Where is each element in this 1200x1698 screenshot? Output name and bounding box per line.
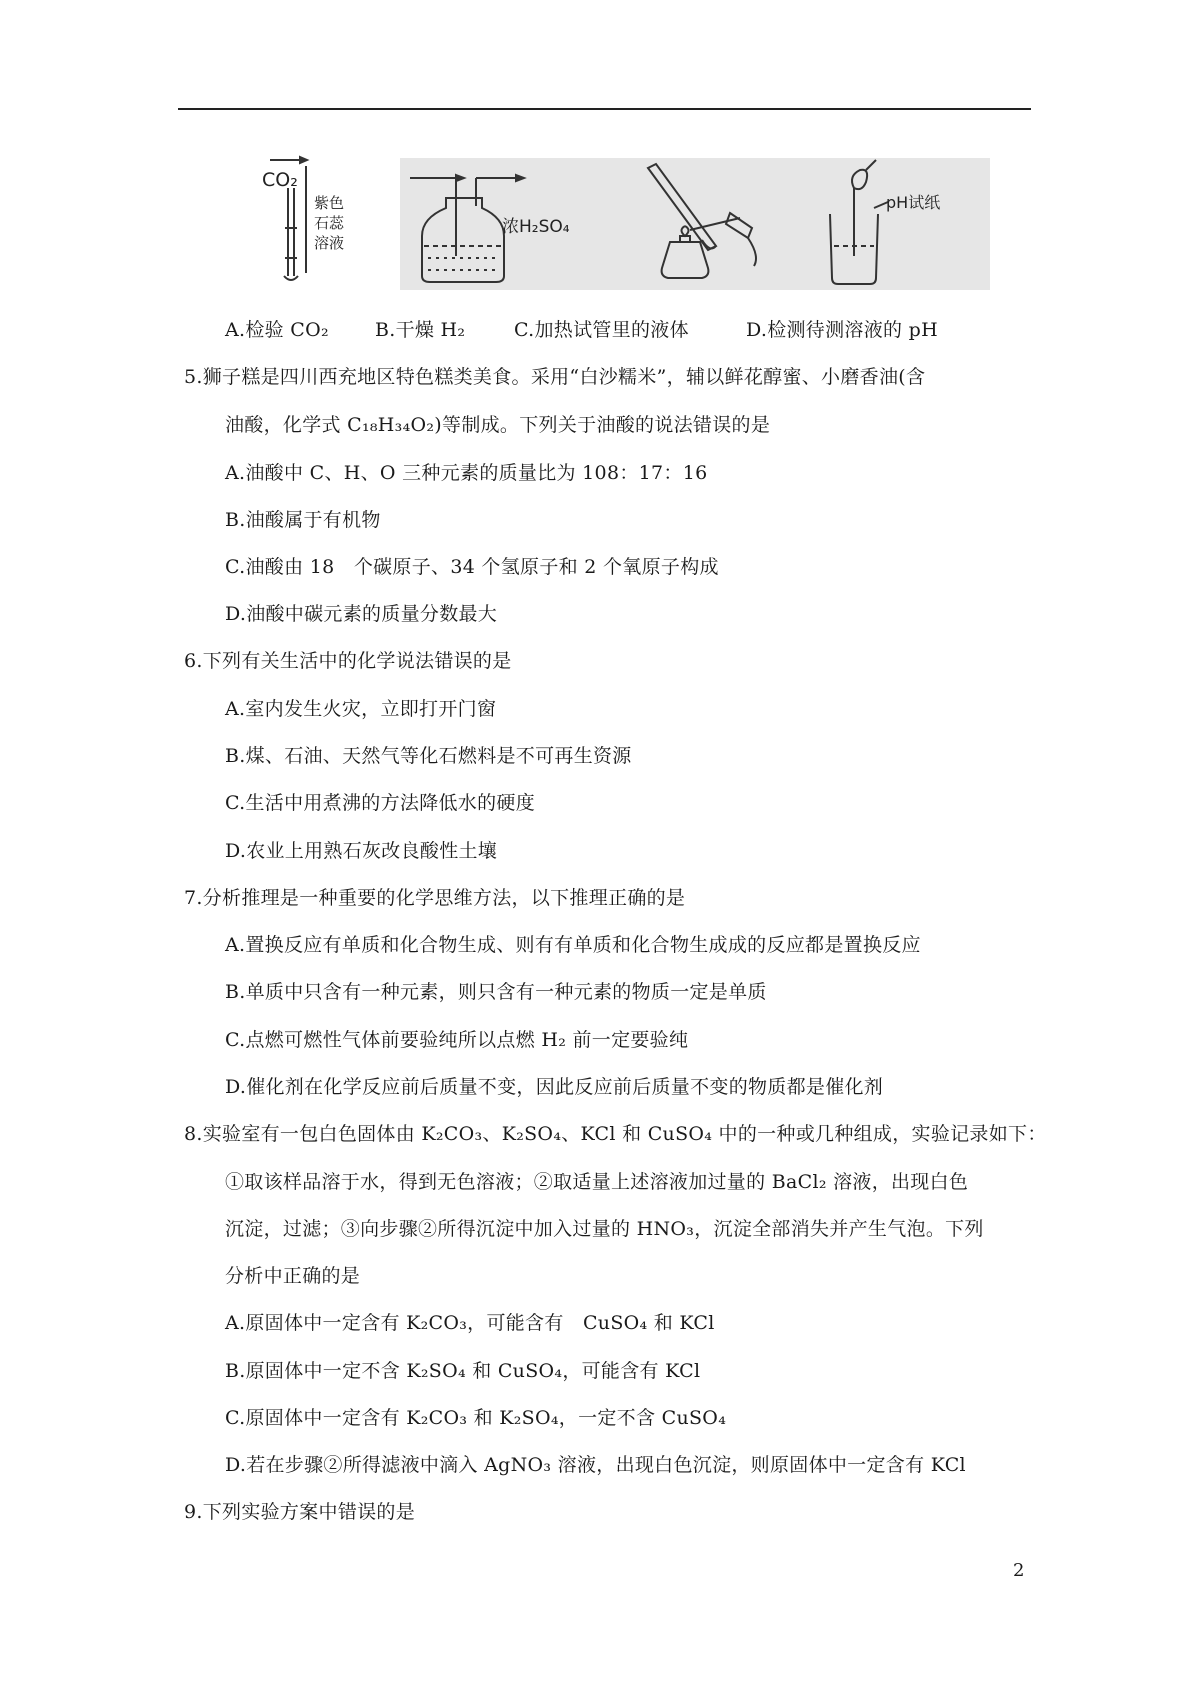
question-6-stem: 6.下列有关生活中的化学说法错误的是 xyxy=(184,650,512,672)
question-5-option-c: C.油酸由 18 个碳原子、34 个氢原子和 2 个氧原子构成 xyxy=(225,556,719,578)
ph-paper-label: pH试纸 xyxy=(886,193,941,212)
question-7-option-b: B.单质中只含有一种元素，则只含有一种元素的物质一定是单质 xyxy=(225,981,767,1003)
figure-option-d: D.检测待测溶液的 pH xyxy=(746,319,938,341)
apparatus-figure xyxy=(262,158,990,290)
litmus-label-2: 石蕊 xyxy=(314,214,345,232)
page-number: 2 xyxy=(1013,1560,1025,1581)
question-5-stem-line-2: 油酸，化学式 C₁₈H₃₄O₂)等制成。下列关于油酸的说法错误的是 xyxy=(225,414,771,436)
litmus-label-3: 溶液 xyxy=(314,234,345,252)
question-8-option-a: A.原固体中一定含有 K₂CO₃，可能含有 CuSO₄ 和 KCl xyxy=(225,1312,715,1334)
question-7-option-a: A.置换反应有单质和化合物生成、则有有单质和化合物生成成的反应都是置换反应 xyxy=(225,934,921,956)
question-7-option-d: D.催化剂在化学反应前后质量不变，因此反应前后质量不变的物质都是催化剂 xyxy=(225,1076,884,1098)
question-6-option-d: D.农业上用熟石灰改良酸性土壤 xyxy=(225,840,498,862)
question-6-option-c: C.生活中用煮沸的方法降低水的硬度 xyxy=(225,792,536,814)
question-8-stem-line-4: 分析中正确的是 xyxy=(225,1265,361,1287)
question-8-stem-line-3: 沉淀，过滤；③向步骤②所得沉淀中加入过量的 HNO₃，沉淀全部消失并产生气泡。下列 xyxy=(225,1218,984,1240)
figure-option-b: B.干燥 H₂ xyxy=(375,319,466,341)
question-8-stem-line-1: 8.实验室有一包白色固体由 K₂CO₃、K₂SO₄、KCl 和 CuSO₄ 中的一种或几种组成，实验记录如下： xyxy=(184,1123,1047,1145)
figure-option-a: A.检验 CO₂ xyxy=(225,319,329,341)
question-6-option-b: B.煤、石油、天然气等化石燃料是不可再生资源 xyxy=(225,745,632,767)
question-9-stem: 9.下列实验方案中错误的是 xyxy=(184,1501,416,1523)
question-8-option-d: D.若在步骤②所得滤液中滴入 AgNO₃ 溶液，出现白色沉淀，则原固体中一定含有 KCl xyxy=(225,1454,966,1476)
figure-options xyxy=(225,318,938,342)
question-8-option-b: B.原固体中一定不含 K₂SO₄ 和 CuSO₄，可能含有 KCl xyxy=(225,1360,701,1382)
litmus-label-1: 紫色 xyxy=(314,194,345,212)
question-8-stem-line-2: ①取该样品溶于水，得到无色溶液；②取适量上述溶液加过量的 BaCl₂ 溶液，出现白色 xyxy=(225,1171,969,1193)
question-5-stem-line-1: 5.狮子糕是四川西充地区特色糕类美食。采用“白沙糯米”，辅以鲜花醇蜜、小磨香油(含 xyxy=(184,366,926,388)
question-5-option-b: B.油酸属于有机物 xyxy=(225,509,381,531)
apparatus-illustration xyxy=(262,158,990,290)
question-8-option-c: C.原固体中一定含有 K₂CO₃ 和 K₂SO₄，一定不含 CuSO₄ xyxy=(225,1407,727,1429)
co2-label: CO₂ xyxy=(262,169,298,191)
question-7-stem: 7.分析推理是一种重要的化学思维方法，以下推理正确的是 xyxy=(184,887,686,909)
question-6-option-a: A.室内发生火灾，立即打开门窗 xyxy=(225,698,497,720)
question-7-option-c: C.点燃可燃性气体前要验纯所以点燃 H₂ 前一定要验纯 xyxy=(225,1029,689,1051)
question-5-option-d: D.油酸中碳元素的质量分数最大 xyxy=(225,603,498,625)
acid-label: 浓H₂SO₄ xyxy=(502,217,570,237)
question-5-option-a: A.油酸中 C、H、O 三种元素的质量比为 108：17：16 xyxy=(225,462,708,484)
header-rule xyxy=(178,108,1031,110)
figure-option-c: C.加热试管里的液体 xyxy=(514,319,689,341)
